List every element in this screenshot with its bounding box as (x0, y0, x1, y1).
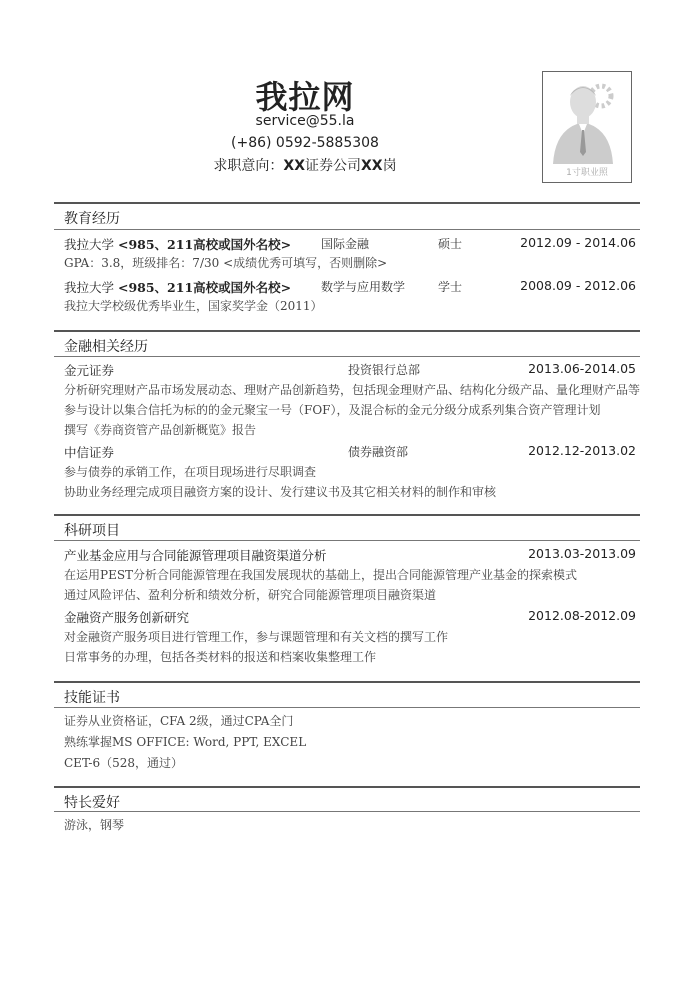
education-school-2: 我拉大学 <985、211高校或国外名校> (64, 280, 292, 295)
finance-period-1: 2013.06-2014.05 (528, 361, 636, 376)
section-divider (54, 330, 640, 332)
section-underline (54, 229, 640, 230)
resume-name: 我拉网 (255, 78, 355, 116)
section-title-hobbies: 特长爱好 (64, 795, 120, 811)
finance-line: 参与设计以集合信托为标的的金元聚宝一号（FOF），及混合标的金元分级分成系列集合资产管理计划 (64, 403, 601, 417)
finance-line: 参与债券的承销工作，在项目现场进行尽职调查 (64, 465, 317, 479)
section-underline (54, 707, 640, 708)
objective-xx-1: XX (283, 158, 305, 174)
education-major-2: 数学与应用数学 (321, 280, 406, 294)
research-line: 通过风险评估、盈利分析和绩效分析，研究合同能源管理项目融资渠道 (64, 588, 437, 602)
skills-line: CET-6（528，通过） (64, 756, 183, 770)
section-title-research: 科研项目 (64, 523, 120, 539)
section-divider (54, 202, 640, 204)
section-underline (54, 811, 640, 812)
education-period-1: 2012.09 - 2014.06 (520, 235, 636, 250)
skills-line: 证券从业资格证，CFA 2级，通过CPA全门 (64, 714, 294, 728)
section-underline (54, 356, 640, 357)
objective-suffix: 岗 (382, 158, 397, 174)
research-line: 在运用PEST分析合同能源管理在我国发展现状的基础上，提出合同能源管理产业基金的探索模式 (64, 568, 578, 582)
research-name-2: 金融资产服务创新研究 (64, 610, 190, 625)
education-school-1: 我拉大学 <985、211高校或国外名校> (64, 237, 292, 252)
finance-line: 分析研究理财产品市场发展动态、理财产品创新趋势，包括现金理财产品、结构化分级产品、量化理财产品等 (64, 383, 641, 397)
research-line: 对金融资产服务项目进行管理工作，参与课题管理和有关文档的撰写工作 (64, 630, 449, 644)
email-text: service@55.la (255, 113, 355, 129)
objective-company: 证券公司 (305, 158, 361, 174)
research-period-2: 2012.08-2012.09 (528, 608, 636, 623)
section-underline (54, 540, 640, 541)
objective-xx-2: XX (361, 158, 383, 174)
finance-period-2: 2012.12-2013.02 (528, 443, 636, 458)
profile-photo (542, 71, 632, 183)
education-detail-2: 我拉大学校级优秀毕业生，国家奖学金（2011） (64, 299, 323, 313)
education-period-2: 2008.09 - 2012.06 (520, 278, 636, 293)
education-degree-2: 学士 (438, 280, 463, 294)
skills-line: 熟练掌握MS OFFICE: Word, PPT, EXCEL (64, 735, 307, 749)
finance-dept-2: 债券融资部 (348, 445, 409, 459)
research-line: 日常事务的办理，包括各类材料的报送和档案收集整理工作 (64, 650, 377, 664)
section-title-finance: 金融相关经历 (64, 339, 148, 355)
section-divider (54, 681, 640, 683)
photo-label: 1寸职业照 (566, 168, 608, 178)
section-title-skills: 技能证书 (64, 690, 120, 706)
education-detail-1: GPA：3.8，班级排名：7/30 <成绩优秀可填写，否则删除> (64, 256, 388, 270)
finance-line: 撰写《券商资管产品创新概览》报告 (64, 423, 257, 437)
section-divider (54, 514, 640, 516)
research-period-1: 2013.03-2013.09 (528, 546, 636, 561)
finance-dept-1: 投资银行总部 (348, 363, 421, 377)
finance-company-1: 金元证券 (64, 363, 115, 378)
education-major-1: 国际金融 (321, 237, 370, 251)
objective-prefix: 求职意向： (213, 158, 284, 174)
phone-text: (+86) 0592-5885308 (231, 135, 379, 151)
finance-company-2: 中信证券 (64, 445, 115, 460)
finance-line: 协助业务经理完成项目融资方案的设计、发行建议书及其它相关材料的制作和审核 (64, 485, 497, 499)
job-objective (0, 155, 610, 175)
section-title-education: 教育经历 (64, 211, 120, 227)
education-degree-1: 硕士 (438, 237, 463, 251)
hobbies-line: 游泳，钢琴 (64, 818, 125, 832)
research-name-1: 产业基金应用与合同能源管理项目融资渠道分析 (64, 548, 327, 563)
section-divider (54, 786, 640, 788)
